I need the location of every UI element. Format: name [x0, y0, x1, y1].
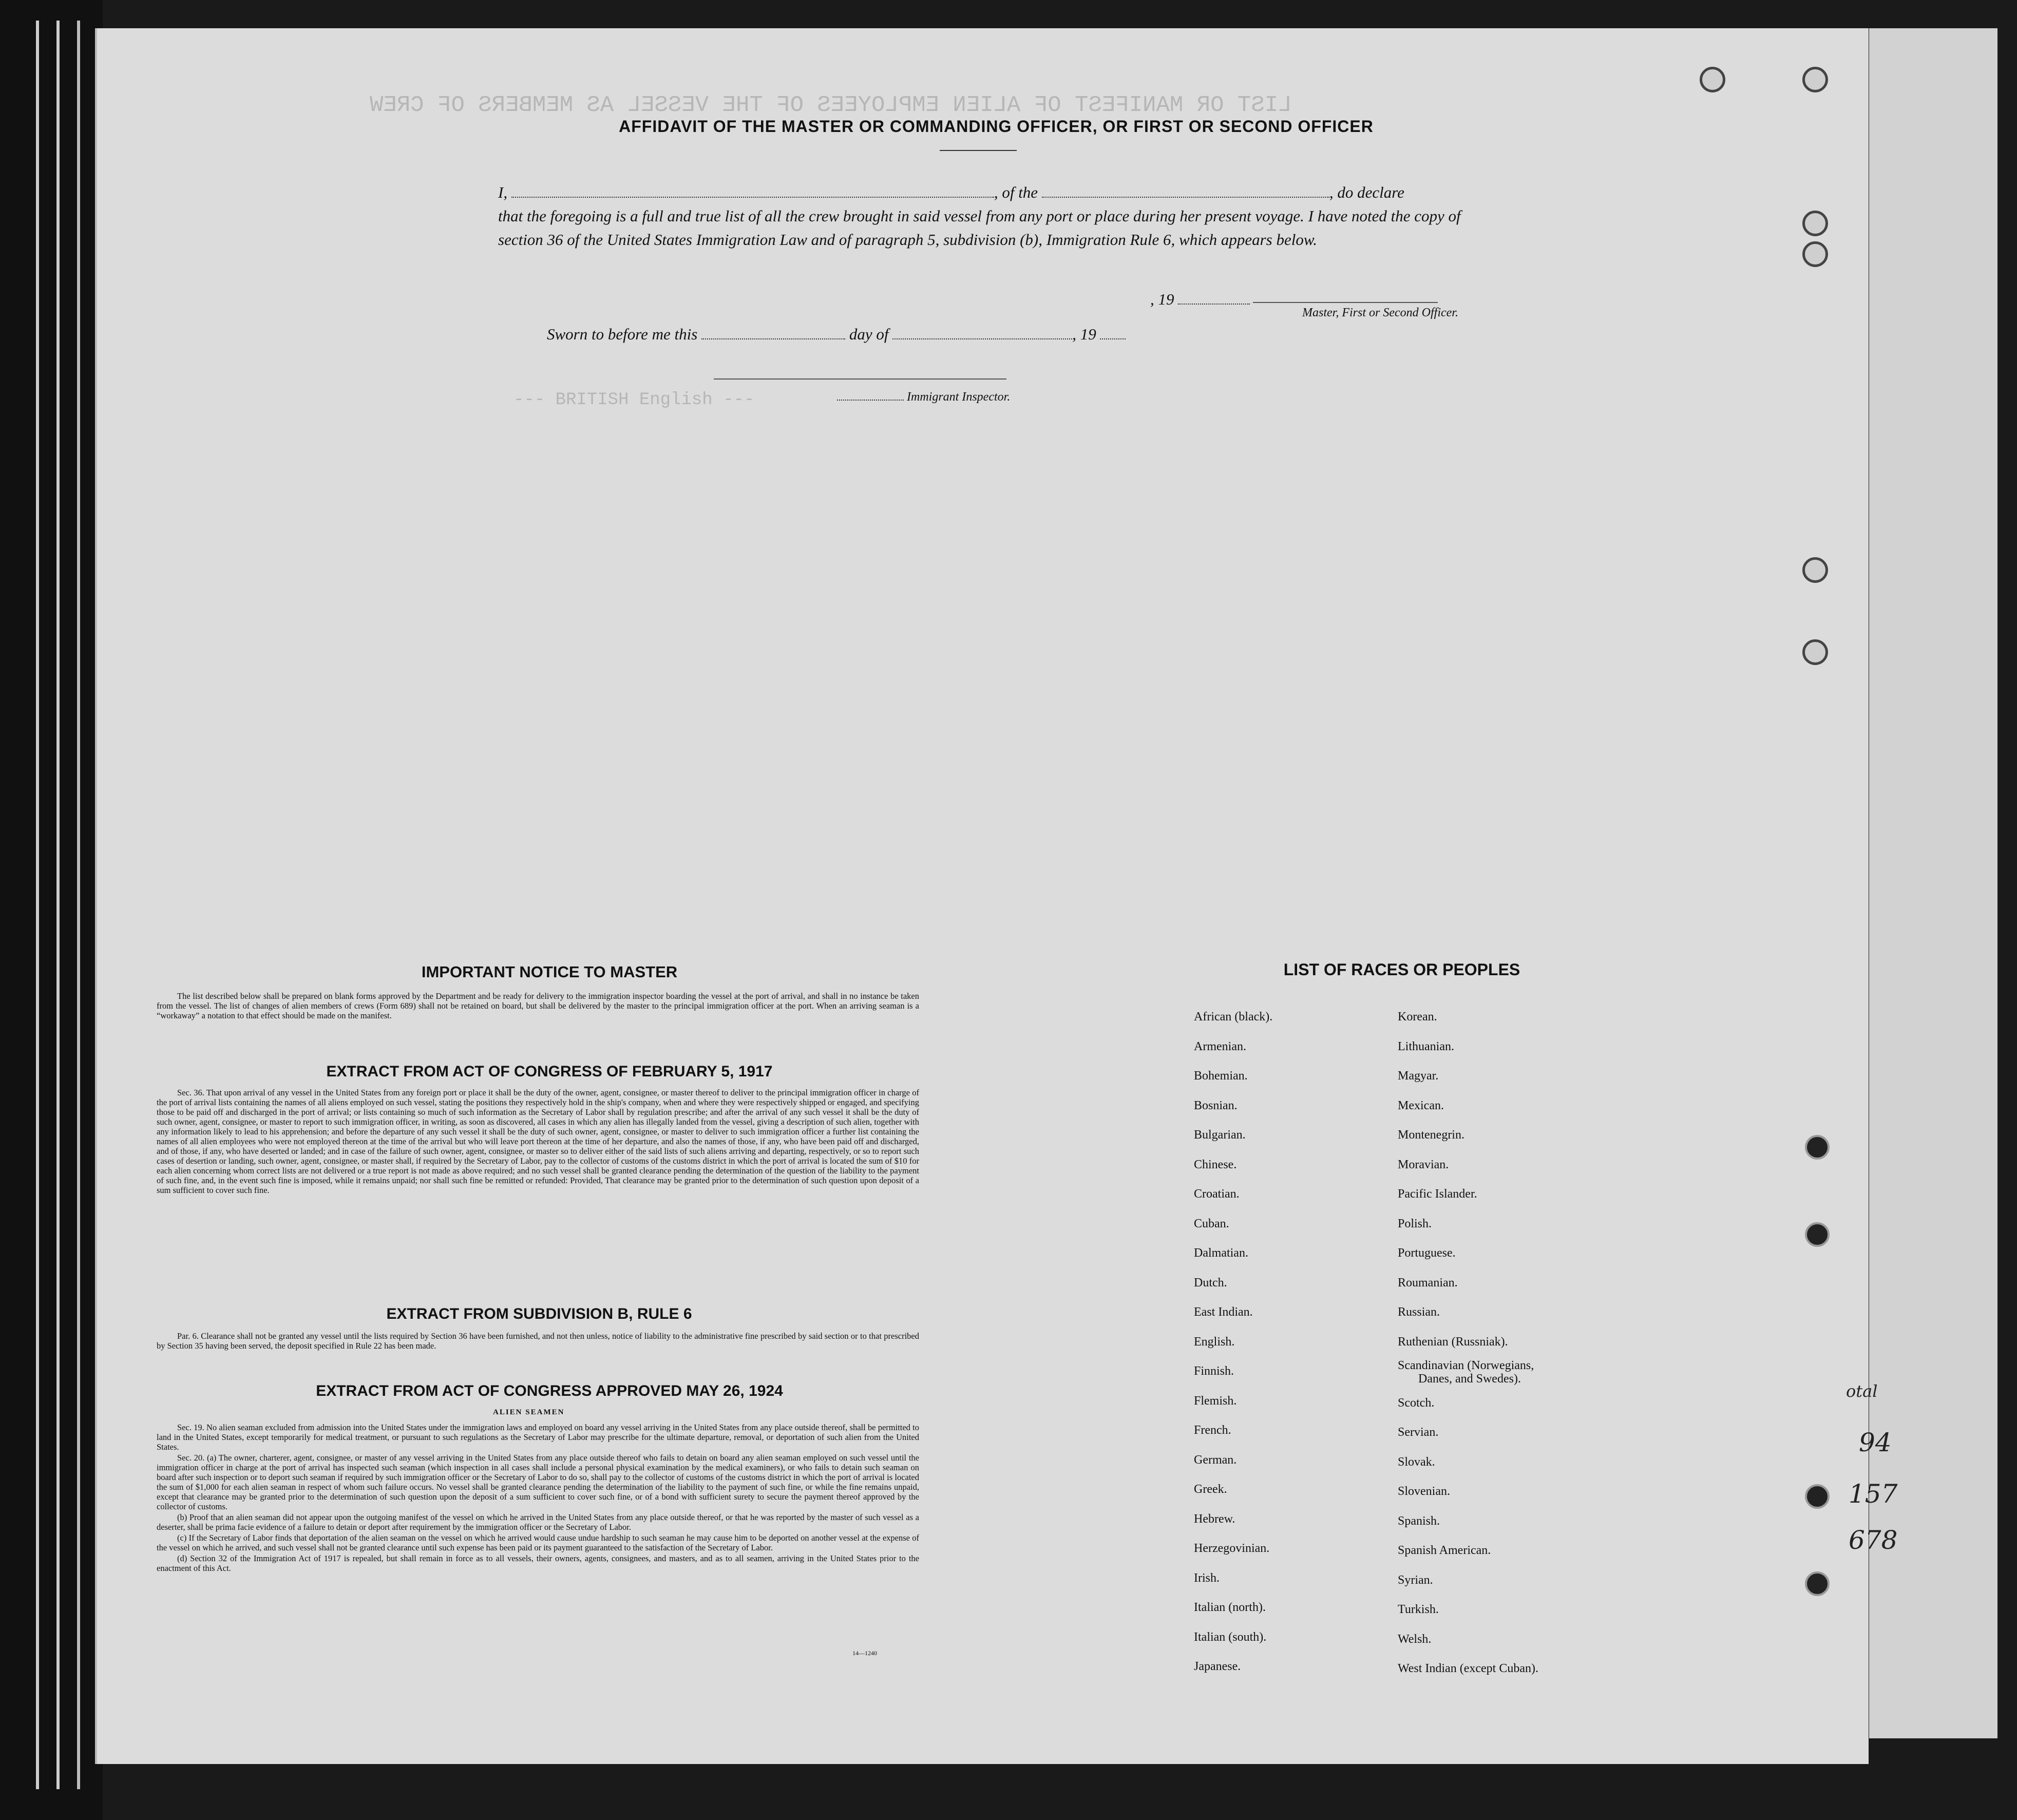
punch-hole: [1802, 639, 1828, 665]
sec-20c: (c) If the Secretary of Labor finds that deportation of the alien seaman on the vessel on which he arrived would cause undue hardship to such seaman he may cause him to be deported on another vessel at the expense of the vessel on which he arrived, and such vessel shall not be granted clearance until such expense has been paid or its payment guaranteed to the satisfaction of the Secretary of Labor.: [157, 1533, 919, 1552]
race-item: Russian.: [1398, 1305, 1440, 1319]
race-item: Herzegovinian.: [1194, 1542, 1270, 1555]
page-edge: [36, 21, 39, 1789]
sworn-year: , 19: [1072, 325, 1096, 343]
race-item: Flemish.: [1194, 1394, 1237, 1408]
bleed-through-text: --- BRITISH English ---: [513, 390, 755, 410]
punch-hole: [1805, 1135, 1830, 1160]
race-item: Spanish.: [1398, 1514, 1440, 1528]
subdivision-b-text: Par. 6. Clearance shall not be granted any vessel until the lists required by Section 36 have been furnished, and not then unless, notice of liability to the administrative fine prescribed by said section or to that prescribed by Section 35 having been served, the deposit specified in Rule 22 has been made.: [157, 1331, 919, 1351]
inspector-label: Immigrant Inspector.: [907, 390, 1011, 404]
race-item: Moravian.: [1398, 1158, 1449, 1171]
race-item: Spanish American.: [1398, 1544, 1491, 1557]
page-edge: [77, 21, 80, 1789]
day-blank: [701, 326, 845, 339]
sec-20a: Sec. 20. (a) The owner, charterer, agent, consignee, or master of any vessel arriving in the United States from any place outside thereof who fails to detain on board any alien seaman employed on such vessel until the immigration officer in charge at the port of arrival has inspected such seaman (which inspection in all cases shall include a personal physical examination by the medical examiners), or who fails to detain such seaman on board after such inspection or to deport such seaman if required by such immigration officer or the Secretary of Labor to do so, shall pay to the collector of customs of the customs district in which the port of arrival is located the sum of $1,000 for each alien seaman in respect of whom such failure occurs. No vessel shall be granted clearance pending the determination of the liability to the payment of such fine, or while the fine remains unpaid, except that clearance may be granted prior to the determination of such question upon the deposit of a sum sufficient to cover such fine, or of a bond with sufficient surety to secure the payment thereof approved by the collector of customs.: [157, 1453, 919, 1511]
race-item: Croatian.: [1194, 1187, 1240, 1201]
extract-1917-title: EXTRACT FROM ACT OF CONGRESS OF FEBRUARY 5, 1917: [326, 1063, 773, 1080]
punch-hole: [1700, 67, 1725, 92]
affidavit-of-the: , of the: [994, 183, 1038, 201]
month-blank: [892, 326, 1072, 339]
extract-1924-title: EXTRACT FROM ACT OF CONGRESS APPROVED MAY 26, 1924: [316, 1382, 783, 1399]
race-item: Korean.: [1398, 1010, 1437, 1023]
race-item: Polish.: [1398, 1217, 1432, 1230]
race-item: West Indian (except Cuban).: [1398, 1662, 1538, 1675]
punch-hole: [1805, 1222, 1830, 1247]
race-item: Italian (south).: [1194, 1630, 1267, 1644]
page-edge: [56, 21, 60, 1789]
race-item: Ruthenian (Russniak).: [1398, 1335, 1508, 1349]
year-blank: [1178, 291, 1250, 305]
extract-1924-text: [157, 1423, 919, 1574]
race-item: Montenegrin.: [1398, 1128, 1464, 1142]
affidavit-body: that the foregoing is a full and true list of all the crew brought in said vessel from any port or place during her present voyage. I have noted the copy of section 36 of the United States Immigration Law and of paragraph 5, subdivision (b), Immigration Rule 6, which appears below.: [498, 207, 1461, 249]
race-item: Syrian.: [1398, 1573, 1433, 1587]
race-item: Bohemian.: [1194, 1069, 1248, 1083]
races-column-1: [1194, 1002, 1272, 1682]
affidavit-declare: , do declare: [1329, 183, 1404, 201]
race-item: Scandinavian (Norwegians, Danes, and Swedes).: [1398, 1357, 1538, 1389]
sworn-prefix: Sworn to before me this: [547, 325, 698, 343]
stacked-page-edges: [0, 0, 103, 1820]
race-item: East Indian.: [1194, 1305, 1253, 1319]
race-item: African (black).: [1194, 1010, 1273, 1023]
races-column-2: [1398, 1002, 1538, 1684]
year-prefix: , 19: [1150, 290, 1174, 308]
race-item-continuation: Danes, and Swedes).: [1418, 1372, 1521, 1386]
sworn-day-of: day of: [849, 325, 889, 343]
race-item: Dalmatian.: [1194, 1246, 1248, 1260]
race-item: English.: [1194, 1335, 1235, 1349]
race-item: Hebrew.: [1194, 1512, 1235, 1526]
master-label: Master, First or Second Officer.: [1302, 306, 1458, 319]
race-item: Lithuanian.: [1398, 1039, 1454, 1053]
race-item: Greek.: [1194, 1483, 1227, 1496]
race-item: Finnish.: [1194, 1364, 1234, 1378]
signature-line: [1253, 302, 1438, 303]
race-item: Japanese.: [1194, 1660, 1241, 1673]
vessel-blank: [1042, 184, 1329, 198]
punch-hole: [1805, 1484, 1830, 1509]
race-item: Armenian.: [1194, 1039, 1246, 1053]
sec-20b: (b) Proof that an alien seaman did not appear upon the outgoing manifest of the vessel on which he arrived in the United States from any place outside thereof, or that he was reported by the master of such vessel as a deserter, shall be prima facie evidence of a failure to detain or deport after requirement by the immigration officer or the Secretary of Labor.: [157, 1512, 919, 1532]
subdivision-b-title: EXTRACT FROM SUBDIVISION B, RULE 6: [386, 1305, 692, 1322]
race-item: Portuguese.: [1398, 1246, 1456, 1260]
race-item: Dutch.: [1194, 1276, 1227, 1290]
margin-note-total: otal: [1846, 1381, 1878, 1401]
race-item: Irish.: [1194, 1571, 1220, 1585]
race-item: Slovenian.: [1398, 1485, 1450, 1498]
sworn-line: [547, 323, 1266, 346]
margin-note-1: 94: [1859, 1428, 1892, 1457]
bleed-through-text: LIST OR MANIFEST OF ALIEN EMPLOYEES OF THE VESSEL AS MEMBERS OF CREW: [370, 92, 1292, 118]
title-underline: [940, 150, 1017, 151]
notice-text: The list described below shall be prepared on blank forms approved by the Department and be ready for delivery to the immigration inspector boarding the vessel at the port of arrival, and shall in no instance be taken from the vessel. The list of changes of alien members of crews (Form 689) shall not be retained on board, but shall be delivered by the master to the principal immigration officer at the port. When an arriving seaman is a “workaway” a notation to that effect should be made on the manifest.: [157, 991, 919, 1020]
race-item: Slovak.: [1398, 1455, 1435, 1469]
race-item: Welsh.: [1398, 1632, 1432, 1646]
extract-1917-text: Sec. 36. That upon arrival of any vessel in the United States from any foreign port or place it shall be the duty of the owner, agent, consignee, or master thereof to deliver to the principal immigration officer in charge of the port of arrival lists containing the names of all aliens employed on such vessel, stating the positions they respectively hold in the ship's company, when and where they were respectively shipped or engaged, and specifying those to be paid off and discharged in the port of arrival; or lists containing so much of such information as the Secretary of Labor shall by regulation prescribe; and after the arrival of any such vessel it shall be the duty of such owner, agent, consignee, or master to report to such immigration officer, in writing, as soon as discovered, all cases in which any alien has illegally landed from the vessel, giving a description of such alien, together with any information likely to lead to his apprehension; and before the departure of any such vessel it shall be the duty of such owner, agent, consignee, or master to deliver to such immigration officer a further list containing the names of all alien employees who were not employed thereon at the time of the arrival but who will leave port thereon at the time of her departure, and also the names of those, if any, who have been paid off and discharged, and of those, if any, who have deserted or landed; and in case of the failure of such owner, agent, consignee, or master so to deliver either of the said lists of such aliens arriving and departing, respectively, or so to report such cases of desertion or landing, such owner, agent, consignee, or master shall, if required by the Secretary of Labor, pay to the collector of customs of the customs district in which the port of arrival is located the sum of $10 for each alien concerning whom correct lists are not delivered or a true report is not made as above required; and no such vessel shall be granted clearance pending the determination of the question of the liability to the payment of such fine, and, in the event such fine is imposed, while it remains unpaid; nor shall such fine be remitted or refunded: Provided, That clearance may be granted prior to the determination of such question upon deposit of a sum sufficient to cover such fine.: [157, 1088, 919, 1195]
race-item: Bosnian.: [1194, 1098, 1238, 1112]
race-item: French.: [1194, 1424, 1231, 1437]
sec-19: Sec. 19. No alien seaman excluded from admission into the United States under the immigration laws and employed on board any vessel arriving in the United States from any place outside thereof, shall be permitted to land in the United States, except temporarily for medical treatment, or pursuant to such regulations as the Secretary of Labor may prescribe for the ultimate departure, removal, or deportation of such alien from the United States.: [157, 1423, 919, 1452]
race-item: Pacific Islander.: [1398, 1187, 1477, 1201]
name-blank: [511, 184, 994, 198]
race-item: Magyar.: [1398, 1069, 1439, 1083]
affidavit-title: AFFIDAVIT OF THE MASTER OR COMMANDING OFFICER, OR FIRST OR SECOND OFFICER: [619, 117, 1374, 136]
race-item: Roumanian.: [1398, 1276, 1458, 1290]
margin-note-2: 157: [1849, 1479, 1898, 1509]
race-item: Italian (north).: [1194, 1601, 1266, 1614]
punch-hole: [1802, 241, 1828, 267]
race-item: Scotch.: [1398, 1396, 1435, 1410]
race-item: Bulgarian.: [1194, 1128, 1246, 1142]
punch-hole: [1805, 1571, 1830, 1596]
inspector-line: [837, 390, 1010, 404]
race-item: Turkish.: [1398, 1603, 1439, 1616]
sec-20d: (d) Section 32 of the Immigration Act of 1917 is repealed, but shall remain in force as to all vessels, their owners, agents, consignees, and masters, and as to all seamen, arriving in the United States prior to the enactment of this Act.: [157, 1553, 919, 1573]
races-title: LIST OF RACES OR PEOPLES: [1283, 960, 1520, 979]
inspector-signature-line: [714, 378, 1006, 380]
race-item: German.: [1194, 1453, 1237, 1467]
margin-note-3: 678: [1849, 1525, 1898, 1555]
notice-title: IMPORTANT NOTICE TO MASTER: [421, 963, 678, 981]
race-item: Mexican.: [1398, 1098, 1444, 1112]
form-number: 14—1240: [852, 1650, 877, 1657]
sworn-year-blank: [1100, 326, 1126, 339]
punch-hole: [1802, 67, 1828, 92]
punch-hole: [1802, 557, 1828, 583]
affidavit-i: I,: [498, 183, 508, 201]
punch-hole: [1802, 211, 1828, 236]
race-item: Servian.: [1398, 1426, 1439, 1439]
alien-seamen-subtitle: ALIEN SEAMEN: [493, 1408, 565, 1416]
affidavit-declaration-line: [498, 181, 1479, 204]
race-item: Chinese.: [1194, 1158, 1237, 1171]
race-item: Cuban.: [1194, 1217, 1229, 1230]
inspector-blank: [837, 392, 904, 401]
